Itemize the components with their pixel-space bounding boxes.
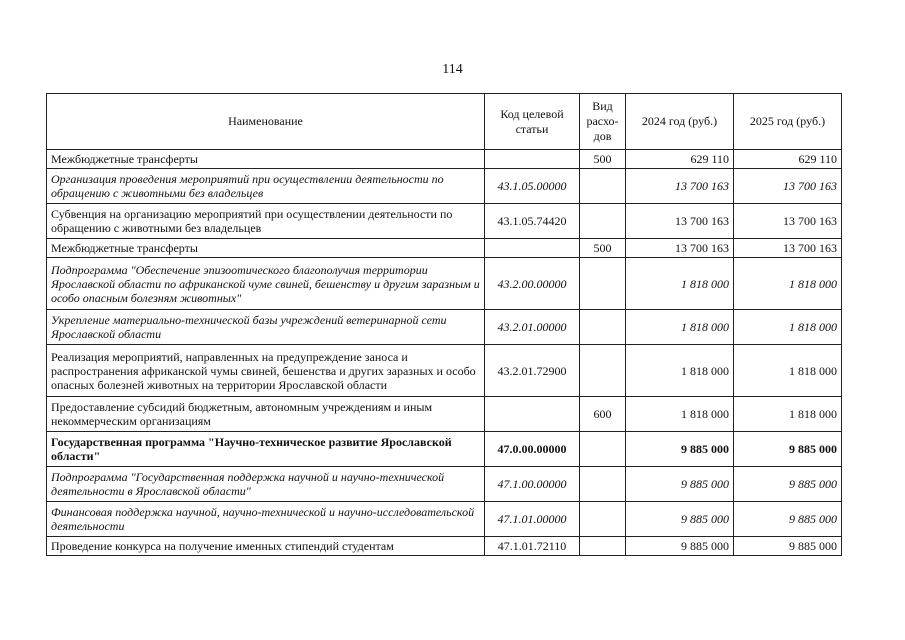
table-row [47, 397, 842, 432]
table-row [47, 258, 842, 310]
row-name-cell: Подпрограмма "Государственная поддержка научной и научно-технической деятельности в Ярославской области" [47, 467, 485, 502]
header-vid: Вид расхо-дов [580, 94, 626, 150]
row-2024-cell: 1 818 000 [626, 258, 734, 310]
row-name-cell: Государственная программа "Научно-техническое развитие Ярославской области" [47, 432, 485, 467]
row-name-cell: Организация проведения мероприятий при осуществлении деятельности по обращению с животными без владельцев [47, 169, 485, 204]
table-row [47, 310, 842, 345]
row-2024-cell: 13 700 163 [626, 239, 734, 258]
row-vid-cell: 600 [580, 397, 626, 432]
row-2025-cell: 13 700 163 [734, 204, 842, 239]
row-2025-cell: 9 885 000 [734, 467, 842, 502]
row-2025-cell: 1 818 000 [734, 310, 842, 345]
table-row [47, 467, 842, 502]
table-row [47, 502, 842, 537]
table-row [47, 345, 842, 397]
row-2025-cell: 13 700 163 [734, 239, 842, 258]
row-2025-cell: 1 818 000 [734, 345, 842, 397]
row-code-cell: 43.2.00.00000 [485, 258, 580, 310]
row-vid-cell [580, 467, 626, 502]
row-vid-cell [580, 502, 626, 537]
row-code-cell: 43.1.05.74420 [485, 204, 580, 239]
row-vid-cell [580, 204, 626, 239]
row-code-cell: 47.1.01.00000 [485, 502, 580, 537]
row-2024-cell: 629 110 [626, 150, 734, 169]
row-2024-cell: 9 885 000 [626, 502, 734, 537]
table-row [47, 537, 842, 556]
table-row [47, 204, 842, 239]
budget-table [46, 93, 842, 556]
table-row [47, 150, 842, 169]
page-number: 114 [442, 62, 463, 77]
row-name-cell: Укрепление материально-технической базы учреждений ветеринарной сети Ярославской области [47, 310, 485, 345]
row-code-cell [485, 150, 580, 169]
header-2024: 2024 год (руб.) [626, 94, 734, 150]
header-2025: 2025 год (руб.) [734, 94, 842, 150]
row-name-cell: Финансовая поддержка научной, научно-технической и научно-исследовательской деятельности [47, 502, 485, 537]
row-name-cell: Проведение конкурса на получение именных стипендий студентам [47, 537, 485, 556]
row-2024-cell: 9 885 000 [626, 432, 734, 467]
row-2025-cell: 1 818 000 [734, 397, 842, 432]
row-code-cell: 47.1.00.00000 [485, 467, 580, 502]
row-2024-cell: 9 885 000 [626, 537, 734, 556]
row-2024-cell: 9 885 000 [626, 467, 734, 502]
row-2025-cell: 629 110 [734, 150, 842, 169]
row-2024-cell: 1 818 000 [626, 397, 734, 432]
row-vid-cell: 500 [580, 239, 626, 258]
row-name-cell: Межбюджетные трансферты [47, 239, 485, 258]
row-vid-cell [580, 310, 626, 345]
row-name-cell: Реализация мероприятий, направленных на предупреждение заноса и распространения африканской чумы свиней, бешенства и других заразных и особо опасных болезней животных на территории Ярославской области [47, 345, 485, 397]
row-2025-cell: 9 885 000 [734, 502, 842, 537]
header-code: Код целевой статьи [485, 94, 580, 150]
row-vid-cell [580, 345, 626, 397]
row-2025-cell: 1 818 000 [734, 258, 842, 310]
row-vid-cell [580, 537, 626, 556]
row-code-cell: 43.1.05.00000 [485, 169, 580, 204]
row-vid-cell [580, 258, 626, 310]
row-2024-cell: 13 700 163 [626, 169, 734, 204]
row-code-cell: 43.2.01.00000 [485, 310, 580, 345]
row-2024-cell: 1 818 000 [626, 345, 734, 397]
row-2024-cell: 13 700 163 [626, 204, 734, 239]
table-row [47, 239, 842, 258]
row-vid-cell [580, 169, 626, 204]
row-code-cell: 47.0.00.00000 [485, 432, 580, 467]
row-2025-cell: 13 700 163 [734, 169, 842, 204]
row-2025-cell: 9 885 000 [734, 432, 842, 467]
row-name-cell: Межбюджетные трансферты [47, 150, 485, 169]
row-vid-cell: 500 [580, 150, 626, 169]
row-code-cell [485, 397, 580, 432]
header-name: Наименование [47, 94, 485, 150]
table-header-row [47, 94, 842, 150]
table-row [47, 169, 842, 204]
table-row [47, 432, 842, 467]
row-name-cell: Предоставление субсидий бюджетным, автономным учреждениям и иным некоммерческим организациям [47, 397, 485, 432]
row-2025-cell: 9 885 000 [734, 537, 842, 556]
row-vid-cell [580, 432, 626, 467]
row-2024-cell: 1 818 000 [626, 310, 734, 345]
row-name-cell: Подпрограмма "Обеспечение эпизоотического благополучия территории Ярославской области по африканской чуме свиней, бешенству и другим заразным и особо опасным болезням животных" [47, 258, 485, 310]
table-body [47, 150, 842, 556]
row-code-cell [485, 239, 580, 258]
row-code-cell: 43.2.01.72900 [485, 345, 580, 397]
row-name-cell: Субвенция на организацию мероприятий при осуществлении деятельности по обращению с животными без владельцев [47, 204, 485, 239]
row-code-cell: 47.1.01.72110 [485, 537, 580, 556]
